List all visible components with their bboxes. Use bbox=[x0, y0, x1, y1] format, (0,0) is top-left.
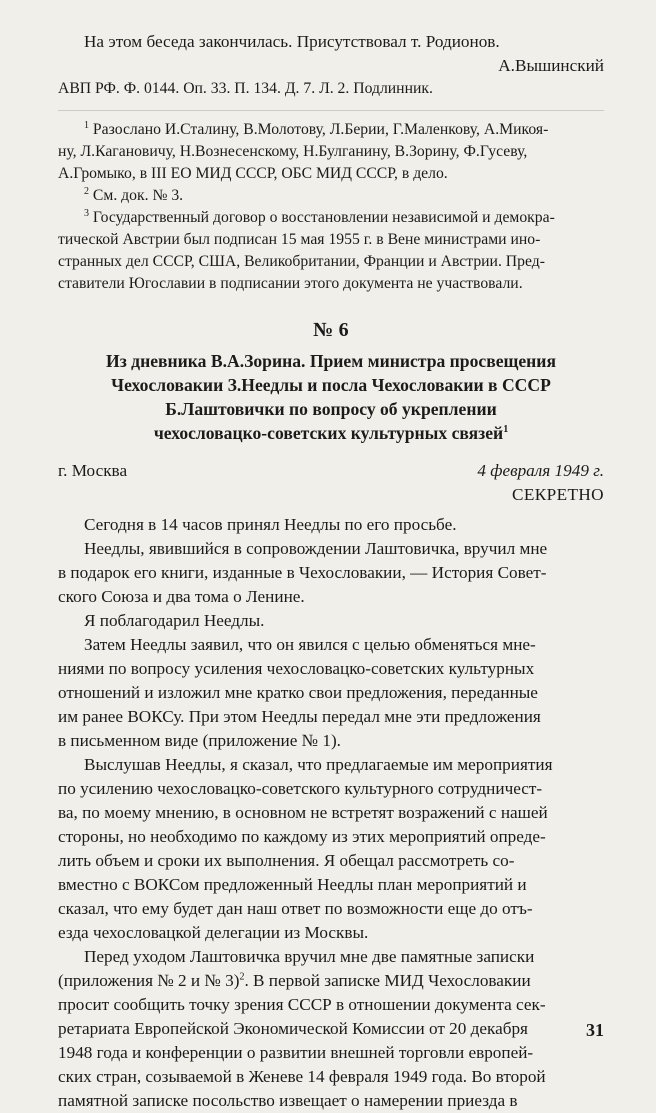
paragraph bbox=[58, 633, 604, 753]
title-line: Чехословакии З.Неедлы и посла Чехословакии в СССР bbox=[111, 375, 551, 395]
paragraph-line: в письменном виде (приложение № 1). bbox=[58, 731, 341, 750]
paragraph-line: памятной записке посольство извещает о намерении приезда в bbox=[58, 1091, 518, 1110]
paragraph: Сегодня в 14 часов принял Неедлы по его просьбе. bbox=[84, 515, 457, 534]
paragraph-line: просит сообщить точку зрения СССР в отношении документа сек- bbox=[58, 995, 546, 1014]
footnote bbox=[58, 207, 604, 295]
paragraph-line: отношений и изложил мне кратко свои предложения, переданные bbox=[58, 683, 538, 702]
title-line-text: чехословацко-советских культурных связей bbox=[153, 423, 504, 443]
page-number: 31 bbox=[586, 1020, 604, 1040]
place: г. Москва bbox=[58, 461, 128, 480]
footnote-line: А.Громыко, в III ЕО МИД СССР, ОБС МИД СССР, в дело. bbox=[58, 165, 448, 182]
paragraph-line: 1948 года и конференции о развитии внешней торговли европей- bbox=[58, 1043, 534, 1062]
paragraph-line: ских стран, созываемой в Женеве 14 февраля 1949 года. Во второй bbox=[58, 1067, 546, 1086]
title-line bbox=[58, 421, 604, 445]
paragraph-line: Выслушав Неедлы, я сказал, что предлагаемые им мероприятия bbox=[84, 755, 553, 774]
paragraph-line: вместно с ВОКСом предложенный Неедлы план мероприятий и bbox=[58, 875, 527, 894]
footnote-text: Разослано И.Сталину, В.Молотову, Л.Берии, Г.Маленкову, А.Микоя- bbox=[92, 121, 549, 138]
footnote-marker: 2 bbox=[239, 971, 245, 983]
footnote-line bbox=[58, 207, 604, 229]
footnote-text: См. док. № 3. bbox=[92, 187, 184, 204]
classification-stamp: СЕКРЕТНО bbox=[511, 485, 604, 504]
paragraph-text: . В первой записке МИД Чехословакии bbox=[244, 971, 531, 990]
document-title bbox=[58, 349, 604, 445]
paragraph-line: Перед уходом Лаштовичка вручил мне две памятные записки bbox=[84, 947, 535, 966]
footnote-line: ну, Л.Кагановичу, Н.Вознесенскому, Н.Булганину, В.Зорину, Ф.Гусеву, bbox=[58, 143, 528, 160]
paragraph-line: по усилению чехословацко-советского культурного сотрудничест- bbox=[58, 779, 543, 798]
title-line: Из дневника В.А.Зорина. Прием министра просвещения bbox=[106, 351, 556, 371]
footnotes bbox=[58, 119, 604, 295]
paragraph bbox=[58, 753, 604, 945]
footnote-line bbox=[58, 185, 604, 207]
paragraph bbox=[58, 537, 604, 609]
paragraph: Я поблагодарил Неедлы. bbox=[84, 611, 265, 630]
paragraph-line: Затем Неедлы заявил, что он явился с целью обменяться мне- bbox=[84, 635, 536, 654]
footnote bbox=[58, 185, 604, 207]
footnote-line: тической Австрии был подписан 15 мая 1955 г. в Вене министрами ино- bbox=[58, 231, 541, 248]
previous-document-ending bbox=[58, 30, 604, 100]
paragraph-line: езда чехословацкой делегации из Москвы. bbox=[58, 923, 369, 942]
paragraph-line: ниями по вопросу усиления чехословацко-советских культурных bbox=[58, 659, 535, 678]
archive-reference: АВП РФ. Ф. 0144. Оп. 33. П. 134. Д. 7. Л. 2. Подлинник. bbox=[58, 80, 433, 97]
signature: А.Вышинский bbox=[498, 56, 604, 75]
document-body bbox=[58, 513, 604, 1113]
paragraph-line: в подарок его книги, изданные в Чехословакии, — История Совет- bbox=[58, 563, 547, 582]
footnote-marker: 1 bbox=[84, 119, 89, 131]
footnote-line: ставители Югославии в подписании этого документа не участвовали. bbox=[58, 275, 523, 292]
paragraph-text: (приложения № 2 и № 3) bbox=[58, 971, 240, 990]
document-number: № 6 bbox=[313, 319, 349, 341]
paragraph bbox=[58, 945, 604, 1113]
footnote-marker: 2 bbox=[84, 185, 89, 197]
title-footnote-marker: 1 bbox=[503, 424, 509, 436]
paragraph-line: ретариата Европейской Экономической Комиссии от 20 декабря bbox=[58, 1019, 528, 1038]
place-date-row bbox=[58, 459, 604, 483]
document-page bbox=[58, 30, 604, 1110]
paragraph-line: сказал, что ему будет дан наш ответ по возможности еще до отъ- bbox=[58, 899, 533, 918]
footnote-separator bbox=[58, 110, 604, 111]
footnote bbox=[58, 119, 604, 185]
paragraph-line: стороны, но необходимо по каждому из этих мероприятий опреде- bbox=[58, 827, 546, 846]
paragraph-line: им ранее ВОКСу. При этом Неедлы передал мне эти предложения bbox=[58, 707, 541, 726]
footnote-text: Государственный договор о восстановлении независимой и демокра- bbox=[92, 209, 555, 226]
footnote-line: странных дел СССР, США, Великобритании, Франции и Австрии. Пред- bbox=[58, 253, 545, 270]
title-line: Б.Лаштовички по вопросу об укреплении bbox=[165, 399, 497, 419]
paragraph-line bbox=[58, 969, 604, 993]
footnote-marker: 3 bbox=[84, 207, 89, 219]
paragraph-line: Неедлы, явившийся в сопровождении Лаштовичка, вручил мне bbox=[84, 539, 548, 558]
paragraph-line: ского Союза и два тома о Ленине. bbox=[58, 587, 305, 606]
document-date: 4 февраля 1949 г. bbox=[477, 461, 604, 480]
closing-line: На этом беседа закончилась. Присутствовал т. Родионов. bbox=[84, 32, 500, 51]
footnote-line bbox=[58, 119, 604, 141]
paragraph-line: лить объем и сроки их выполнения. Я обещал рассмотреть со- bbox=[58, 851, 515, 870]
paragraph-line: ва, по моему мнению, в основном не встретят возражений с нашей bbox=[58, 803, 548, 822]
